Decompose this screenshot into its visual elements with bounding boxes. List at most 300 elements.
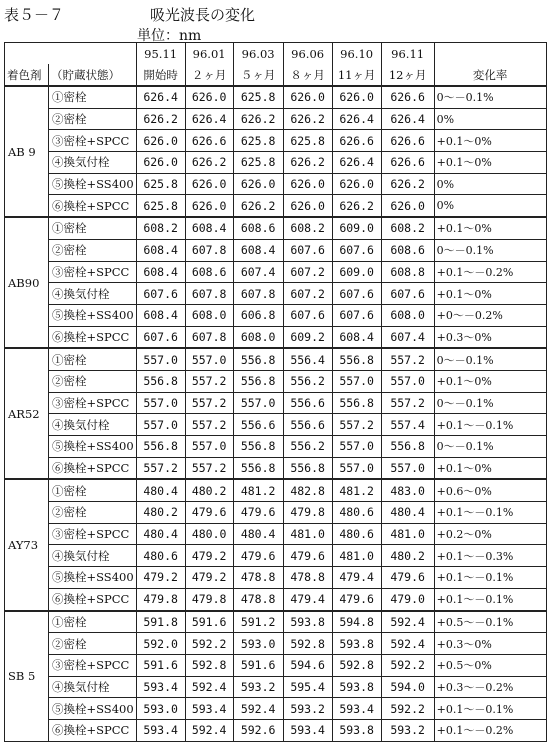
- wavelength-value: 479.2: [185, 545, 233, 567]
- table-row: [5, 523, 547, 545]
- wavelength-value: 626.0: [381, 195, 434, 217]
- wavelength-value: 626.0: [283, 173, 332, 195]
- unit-label: 単位：nm: [137, 28, 202, 44]
- storage-condition: ⑥換栓+SPCC: [49, 588, 137, 610]
- change-rate: 0～－0.1%: [434, 239, 546, 261]
- wavelength-value: 557.0: [332, 457, 381, 479]
- change-rate: +0.1～0%: [434, 130, 546, 152]
- wavelength-value: 556.8: [233, 436, 283, 458]
- table-row: [5, 436, 547, 458]
- wavelength-value: 482.8: [283, 479, 332, 501]
- wavelength-value: 591.6: [233, 654, 283, 676]
- table-row: [5, 502, 547, 524]
- dye-group: [5, 348, 547, 479]
- wavelength-value: 626.0: [185, 195, 233, 217]
- wavelength-value: 626.4: [136, 86, 185, 108]
- wavelength-value: 478.8: [283, 567, 332, 589]
- wavelength-value: 608.0: [381, 304, 434, 326]
- wavelength-value: 557.0: [185, 436, 233, 458]
- change-rate: 0～－0.1%: [434, 348, 546, 370]
- wavelength-value: 625.8: [136, 173, 185, 195]
- table-row: [5, 173, 547, 195]
- table-row: [5, 348, 547, 370]
- change-rate: +0.1～－0.1%: [434, 588, 546, 610]
- wavelength-value: 608.4: [136, 239, 185, 261]
- wavelength-value: 607.6: [136, 283, 185, 305]
- storage-condition: ⑥換栓+SPCC: [49, 719, 137, 741]
- wavelength-value: 625.8: [136, 195, 185, 217]
- table-row: [5, 588, 547, 610]
- wavelength-value: 479.6: [283, 545, 332, 567]
- wavelength-value: 593.2: [283, 698, 332, 720]
- wavelength-value: 556.8: [233, 370, 283, 392]
- colorant-name: AB90: [5, 217, 49, 348]
- table-row: [5, 217, 547, 239]
- wavelength-value: 592.2: [381, 698, 434, 720]
- storage-condition: ①密栓: [49, 86, 137, 108]
- header-blank: [5, 43, 137, 65]
- storage-condition: ③密栓+SPCC: [49, 392, 137, 414]
- wavelength-value: 478.8: [233, 588, 283, 610]
- wavelength-value: 557.2: [185, 370, 233, 392]
- wavelength-value: 557.0: [136, 392, 185, 414]
- wavelength-value: 593.8: [332, 719, 381, 741]
- wavelength-value: 626.6: [381, 152, 434, 174]
- wavelength-value: 608.4: [233, 239, 283, 261]
- wavelength-value: 556.4: [283, 348, 332, 370]
- wavelength-value: 479.8: [283, 502, 332, 524]
- wavelength-value: 480.6: [332, 502, 381, 524]
- wavelength-value: 626.2: [136, 108, 185, 130]
- change-rate: +0.1～－0.1%: [434, 698, 546, 720]
- wavelength-value: 608.6: [185, 261, 233, 283]
- wavelength-value: 593.8: [332, 676, 381, 698]
- wavelength-value: 609.0: [332, 217, 381, 239]
- header-date: 96.11: [381, 43, 434, 65]
- wavelength-value: 557.0: [332, 370, 381, 392]
- wavelength-value: 556.8: [136, 370, 185, 392]
- storage-condition: ⑥換栓+SPCC: [49, 457, 137, 479]
- storage-condition: ②密栓: [49, 502, 137, 524]
- wavelength-value: 592.0: [136, 633, 185, 655]
- storage-condition: ④換気付栓: [49, 414, 137, 436]
- colorant-name: AR52: [5, 348, 49, 479]
- change-rate: +0.1～0%: [434, 457, 546, 479]
- change-rate: +0.2～0%: [434, 523, 546, 545]
- table-row: [5, 414, 547, 436]
- wavelength-value: 592.6: [233, 719, 283, 741]
- change-rate: +0.1～0%: [434, 370, 546, 392]
- wavelength-value: 557.0: [381, 457, 434, 479]
- storage-condition: ②密栓: [49, 633, 137, 655]
- wavelength-value: 591.6: [136, 654, 185, 676]
- wavelength-value: 479.6: [233, 502, 283, 524]
- wavelength-value: 557.2: [381, 392, 434, 414]
- change-rate: 0～－0.1%: [434, 436, 546, 458]
- storage-condition: ①密栓: [49, 479, 137, 501]
- change-rate: 0～－0.1%: [434, 392, 546, 414]
- table-row: [5, 633, 547, 655]
- storage-condition: ①密栓: [49, 217, 137, 239]
- colorant-name: SB 5: [5, 611, 49, 742]
- wavelength-value: 626.4: [332, 152, 381, 174]
- wavelength-value: 607.6: [332, 304, 381, 326]
- wavelength-value: 607.8: [185, 239, 233, 261]
- storage-condition: ②密栓: [49, 370, 137, 392]
- wavelength-value: 478.8: [233, 567, 283, 589]
- wavelength-value: 595.4: [283, 676, 332, 698]
- table-row: [5, 567, 547, 589]
- wavelength-value: 483.0: [381, 479, 434, 501]
- wavelength-value: 557.2: [136, 457, 185, 479]
- change-rate: 0%: [434, 108, 546, 130]
- wavelength-value: 593.4: [283, 719, 332, 741]
- wavelength-value: 556.2: [283, 436, 332, 458]
- wavelength-value: 480.2: [136, 502, 185, 524]
- wavelength-value: 626.2: [233, 108, 283, 130]
- table-row: [5, 676, 547, 698]
- storage-condition: ⑤換栓+SS400: [49, 173, 137, 195]
- header-row-periods: [5, 64, 547, 86]
- wavelength-value: 592.8: [332, 654, 381, 676]
- wavelength-value: 607.2: [283, 283, 332, 305]
- wavelength-value: 608.2: [283, 217, 332, 239]
- wavelength-value: 607.6: [381, 283, 434, 305]
- table-row: [5, 370, 547, 392]
- wavelength-value: 608.0: [185, 304, 233, 326]
- wavelength-value: 607.4: [381, 326, 434, 348]
- table-row: [5, 719, 547, 741]
- storage-condition: ④換気付栓: [49, 152, 137, 174]
- wavelength-value: 626.6: [381, 130, 434, 152]
- change-rate: +0.6～0%: [434, 479, 546, 501]
- wavelength-value: 557.0: [136, 414, 185, 436]
- wavelength-value: 481.0: [283, 523, 332, 545]
- wavelength-value: 593.2: [233, 676, 283, 698]
- wavelength-value: 626.2: [283, 152, 332, 174]
- wavelength-value: 608.0: [233, 326, 283, 348]
- change-rate: +0.3～－0.2%: [434, 676, 546, 698]
- wavelength-value: 607.6: [332, 239, 381, 261]
- wavelength-value: 607.6: [332, 283, 381, 305]
- wavelength-value: 480.4: [136, 479, 185, 501]
- change-rate: +0.5～－0.1%: [434, 611, 546, 633]
- table-row: [5, 195, 547, 217]
- change-rate: 0%: [434, 195, 546, 217]
- change-rate: +0.5～0%: [434, 654, 546, 676]
- table-row: [5, 261, 547, 283]
- wavelength-value: 593.4: [332, 698, 381, 720]
- header-period: 12ヶ月: [381, 64, 434, 86]
- table-row: [5, 392, 547, 414]
- table-row: [5, 86, 547, 108]
- wavelength-value: 607.8: [233, 283, 283, 305]
- table-row: [5, 654, 547, 676]
- change-rate: +0.1～－0.1%: [434, 414, 546, 436]
- wavelength-value: 626.4: [332, 108, 381, 130]
- wavelength-value: 608.4: [332, 326, 381, 348]
- wavelength-value: 626.0: [185, 86, 233, 108]
- wavelength-value: 556.2: [283, 370, 332, 392]
- wavelength-value: 479.6: [185, 502, 233, 524]
- change-rate: 0～－0.1%: [434, 86, 546, 108]
- table-row: [5, 479, 547, 501]
- wavelength-value: 593.8: [332, 633, 381, 655]
- wavelength-value: 592.4: [233, 698, 283, 720]
- wavelength-value: 594.8: [332, 611, 381, 633]
- wavelength-value: 625.8: [233, 152, 283, 174]
- wavelength-value: 607.8: [185, 326, 233, 348]
- wavelength-value: 626.0: [136, 130, 185, 152]
- wavelength-value: 607.8: [185, 283, 233, 305]
- wavelength-value: 607.2: [283, 261, 332, 283]
- wavelength-value: 626.2: [283, 108, 332, 130]
- wavelength-value: 557.2: [185, 457, 233, 479]
- change-rate: +0.1～－0.1%: [434, 567, 546, 589]
- header-period: 開始時: [136, 64, 185, 86]
- wavelength-value: 557.0: [233, 392, 283, 414]
- table-row: [5, 304, 547, 326]
- wavelength-value: 481.0: [381, 523, 434, 545]
- wavelength-value: 556.8: [136, 436, 185, 458]
- wavelength-value: 626.0: [332, 173, 381, 195]
- wavelength-value: 626.4: [185, 108, 233, 130]
- wavelength-value: 626.0: [185, 173, 233, 195]
- wavelength-value: 592.2: [381, 654, 434, 676]
- table-row: [5, 283, 547, 305]
- header-change-rate: 変化率: [434, 64, 546, 86]
- change-rate: +0.3～0%: [434, 326, 546, 348]
- header-condition: （貯蔵状態）: [49, 64, 137, 86]
- wavelength-value: 626.2: [185, 152, 233, 174]
- storage-condition: ⑥換栓+SPCC: [49, 326, 137, 348]
- dye-group: [5, 479, 547, 610]
- wavelength-value: 481.0: [332, 545, 381, 567]
- wavelength-value: 557.2: [185, 392, 233, 414]
- wavelength-value: 479.6: [381, 567, 434, 589]
- wavelength-value: 608.2: [136, 217, 185, 239]
- header-date: 96.06: [283, 43, 332, 65]
- table-row: [5, 698, 547, 720]
- storage-condition: ②密栓: [49, 108, 137, 130]
- header-period: 11ヶ月: [332, 64, 381, 86]
- wavelength-value: 556.6: [283, 392, 332, 414]
- wavelength-table: [4, 42, 547, 742]
- dye-group: [5, 86, 547, 217]
- wavelength-value: 593.4: [136, 676, 185, 698]
- wavelength-value: 556.8: [233, 348, 283, 370]
- wavelength-value: 593.0: [136, 698, 185, 720]
- table-row: [5, 239, 547, 261]
- wavelength-value: 593.0: [233, 633, 283, 655]
- wavelength-value: 480.2: [381, 545, 434, 567]
- wavelength-value: 608.8: [381, 261, 434, 283]
- storage-condition: ③密栓+SPCC: [49, 130, 137, 152]
- wavelength-value: 556.8: [283, 457, 332, 479]
- wavelength-value: 608.6: [381, 239, 434, 261]
- table-row: [5, 545, 547, 567]
- change-rate: +0.3～0%: [434, 633, 546, 655]
- wavelength-value: 556.8: [381, 436, 434, 458]
- wavelength-value: 593.2: [381, 719, 434, 741]
- wavelength-value: 626.0: [283, 86, 332, 108]
- header-period: ２ヶ月: [185, 64, 233, 86]
- table-row: [5, 457, 547, 479]
- dye-group: [5, 217, 547, 348]
- storage-condition: ①密栓: [49, 348, 137, 370]
- storage-condition: ④換気付栓: [49, 676, 137, 698]
- wavelength-value: 626.0: [136, 152, 185, 174]
- wavelength-value: 626.6: [381, 86, 434, 108]
- wavelength-value: 557.0: [332, 436, 381, 458]
- storage-condition: ④換気付栓: [49, 283, 137, 305]
- wavelength-value: 479.8: [136, 588, 185, 610]
- wavelength-value: 592.4: [185, 676, 233, 698]
- wavelength-value: 479.4: [283, 588, 332, 610]
- header-row-dates: [5, 43, 547, 65]
- storage-condition: ④換気付栓: [49, 545, 137, 567]
- wavelength-value: 594.6: [283, 654, 332, 676]
- wavelength-value: 556.8: [332, 392, 381, 414]
- wavelength-value: 479.6: [233, 545, 283, 567]
- storage-condition: ②密栓: [49, 239, 137, 261]
- table-number: 表５－７: [4, 6, 65, 24]
- storage-condition: ⑤換栓+SS400: [49, 304, 137, 326]
- header-period: ５ヶ月: [233, 64, 283, 86]
- header-blank: [434, 43, 546, 65]
- storage-condition: ⑤換栓+SS400: [49, 698, 137, 720]
- wavelength-value: 480.4: [381, 502, 434, 524]
- wavelength-value: 626.6: [185, 130, 233, 152]
- wavelength-value: 557.2: [332, 414, 381, 436]
- wavelength-value: 480.6: [136, 545, 185, 567]
- wavelength-value: 593.4: [136, 719, 185, 741]
- wavelength-value: 626.2: [381, 173, 434, 195]
- wavelength-value: 606.8: [233, 304, 283, 326]
- storage-condition: ③密栓+SPCC: [49, 261, 137, 283]
- wavelength-value: 556.6: [283, 414, 332, 436]
- wavelength-value: 626.0: [233, 173, 283, 195]
- wavelength-value: 479.2: [185, 567, 233, 589]
- wavelength-value: 625.8: [233, 86, 283, 108]
- wavelength-value: 626.0: [283, 195, 332, 217]
- storage-condition: ⑥換栓+SPCC: [49, 195, 137, 217]
- wavelength-value: 625.8: [283, 130, 332, 152]
- wavelength-value: 592.8: [185, 654, 233, 676]
- wavelength-value: 479.0: [381, 588, 434, 610]
- table-row: [5, 326, 547, 348]
- wavelength-value: 593.4: [185, 698, 233, 720]
- change-rate: +0.1～0%: [434, 217, 546, 239]
- colorant-name: AB 9: [5, 86, 49, 217]
- change-rate: +0.1～－0.2%: [434, 261, 546, 283]
- wavelength-value: 557.0: [136, 348, 185, 370]
- wavelength-value: 592.4: [381, 633, 434, 655]
- wavelength-value: 625.8: [233, 130, 283, 152]
- storage-condition: ①密栓: [49, 611, 137, 633]
- wavelength-value: 592.4: [185, 719, 233, 741]
- wavelength-value: 626.2: [332, 195, 381, 217]
- wavelength-value: 626.0: [332, 86, 381, 108]
- header-date: 96.10: [332, 43, 381, 65]
- table-row: [5, 611, 547, 633]
- change-rate: +0.1～－0.2%: [434, 719, 546, 741]
- wavelength-value: 626.4: [381, 108, 434, 130]
- change-rate: +0.1～－0.3%: [434, 545, 546, 567]
- wavelength-value: 557.4: [381, 414, 434, 436]
- storage-condition: ③密栓+SPCC: [49, 523, 137, 545]
- wavelength-value: 479.4: [332, 567, 381, 589]
- change-rate: +0.1～－0.1%: [434, 502, 546, 524]
- table-title: 吸光波長の変化: [150, 6, 256, 24]
- wavelength-value: 481.2: [233, 479, 283, 501]
- wavelength-value: 481.2: [332, 479, 381, 501]
- storage-condition: ⑤換栓+SS400: [49, 436, 137, 458]
- table-header: [5, 43, 547, 87]
- wavelength-value: 479.2: [136, 567, 185, 589]
- wavelength-value: 557.0: [185, 348, 233, 370]
- table-row: [5, 130, 547, 152]
- wavelength-value: 593.8: [283, 611, 332, 633]
- wavelength-value: 608.4: [136, 261, 185, 283]
- wavelength-value: 480.6: [332, 523, 381, 545]
- wavelength-value: 591.8: [136, 611, 185, 633]
- wavelength-value: 557.2: [185, 414, 233, 436]
- storage-condition: ⑤換栓+SS400: [49, 567, 137, 589]
- wavelength-value: 591.6: [185, 611, 233, 633]
- wavelength-value: 608.4: [136, 304, 185, 326]
- wavelength-value: 594.0: [381, 676, 434, 698]
- wavelength-value: 556.8: [332, 348, 381, 370]
- storage-condition: ③密栓+SPCC: [49, 654, 137, 676]
- wavelength-value: 609.0: [332, 261, 381, 283]
- change-rate: 0%: [434, 173, 546, 195]
- wavelength-value: 556.8: [233, 457, 283, 479]
- change-rate: +0.1～0%: [434, 283, 546, 305]
- wavelength-value: 592.2: [185, 633, 233, 655]
- wavelength-value: 608.2: [381, 217, 434, 239]
- header-date: 95.11: [136, 43, 185, 65]
- wavelength-value: 607.4: [233, 261, 283, 283]
- wavelength-value: 591.2: [233, 611, 283, 633]
- change-rate: +0.1～0%: [434, 152, 546, 174]
- wavelength-value: 607.6: [283, 239, 332, 261]
- wavelength-value: 592.4: [381, 611, 434, 633]
- wavelength-value: 608.4: [185, 217, 233, 239]
- colorant-name: AY73: [5, 479, 49, 610]
- wavelength-value: 626.2: [233, 195, 283, 217]
- wavelength-value: 626.6: [332, 130, 381, 152]
- table-row: [5, 152, 547, 174]
- header-period: ８ヶ月: [283, 64, 332, 86]
- header-date: 96.01: [185, 43, 233, 65]
- wavelength-value: 479.6: [332, 588, 381, 610]
- header-date: 96.03: [233, 43, 283, 65]
- wavelength-value: 480.4: [233, 523, 283, 545]
- wavelength-value: 609.2: [283, 326, 332, 348]
- wavelength-value: 480.2: [185, 479, 233, 501]
- wavelength-value: 479.8: [185, 588, 233, 610]
- wavelength-value: 556.6: [233, 414, 283, 436]
- change-rate: +0～－0.2%: [434, 304, 546, 326]
- wavelength-value: 592.8: [283, 633, 332, 655]
- wavelength-value: 480.0: [185, 523, 233, 545]
- wavelength-value: 608.6: [233, 217, 283, 239]
- dye-group: [5, 611, 547, 742]
- table-row: [5, 108, 547, 130]
- wavelength-value: 607.6: [136, 326, 185, 348]
- wavelength-value: 557.2: [381, 348, 434, 370]
